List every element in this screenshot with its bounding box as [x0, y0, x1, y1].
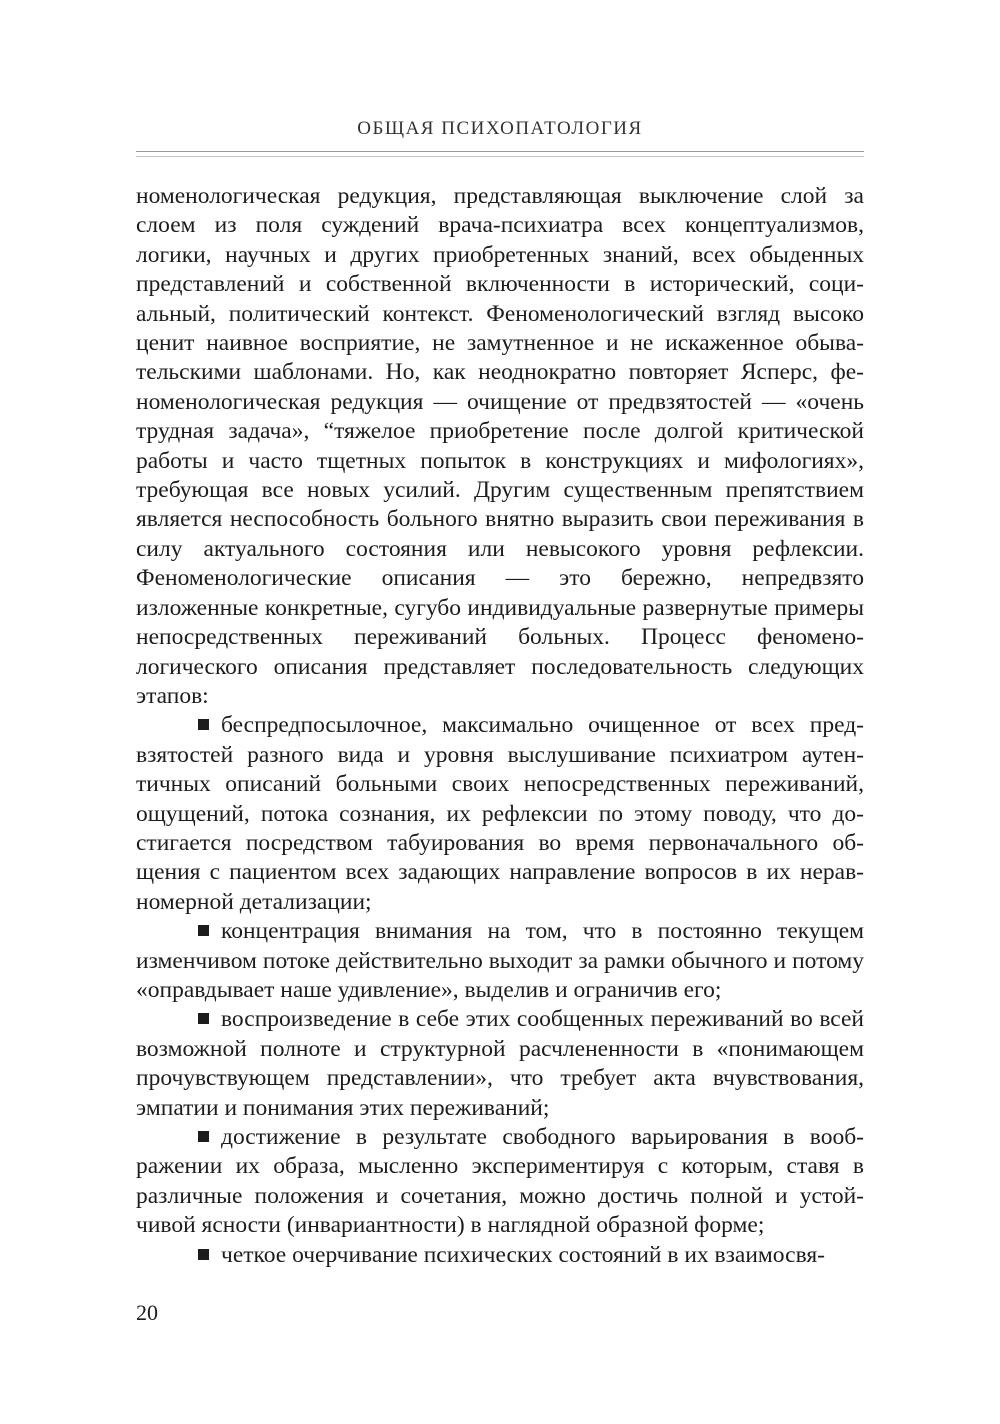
paragraph: номенологическая редукция, представляющая выключение слой за слоем из поля суждений врача-психиатра всех концептуализмов, логики, научных и других приобретенных знаний, всех обыденных представлений и собственной включенности в исторический, социальный, политический контекст. Феноменологический взгляд высоко ценит наивное восприятие, не замутненное и не искаженное обывательскими шаблонами. Но, как неоднократно повторяет Ясперс, феноменологическая редукция — очищение от предвзятостей — «очень трудная задача», “тяжелое приобретение после долгой критической работы и часто тщетных попыток в конструкциях и мифологиях», требующая все новых усилий. Другим существенным препятствием является неспособность больного внятно выразить свои переживания в силу актуального состояния или невысокого уровня рефлексии. Феноменологические описания — это бережно, непредвзято изложенные конкретные, сугубо индивидуальные развернутые примеры непосредственных переживаний больных. Процесс феноменологического описания представляет последовательность следующих этапов:	[136, 183, 864, 709]
bullet-item	[136, 1005, 864, 1123]
bullet-text: достижение в результате свободного варьирования в воображении их образа, мысленно экспериментируя с которым, ставя в различные положения и сочетания, можно достичь полной и устойчивой ясности (инвариантности) в наглядной образной форме;	[136, 1124, 864, 1239]
bullet-text: четкое очерчивание психических состояний в их взаимосвя-	[221, 1241, 825, 1268]
header-rule-thin	[136, 156, 864, 157]
bullet-item	[136, 1123, 864, 1241]
square-bullet-icon	[198, 719, 209, 730]
square-bullet-icon	[198, 1249, 209, 1260]
header-rule	[136, 151, 864, 152]
body-text	[136, 182, 864, 1270]
running-head: ОБЩАЯ ПСИХОПАТОЛОГИЯ	[357, 118, 643, 139]
bullet-text: концентрация внимания на том, что в постоянно текущем изменчивом потоке действительно выходит за рамки обычного и потому «оправдывает наше удивление», выделив и ограничив его;	[136, 918, 864, 1003]
square-bullet-icon	[198, 925, 209, 936]
bullet-item	[136, 917, 864, 1005]
bullet-item	[136, 1241, 864, 1270]
square-bullet-icon	[198, 1131, 209, 1142]
bullet-text: беспредпосылочное, максимально очищенное от всех предвзятостей разного вида и уровня выслушивание психиатром аутентичных описаний больными своих непосредственных переживаний, ощущений, потока сознания, их рефлексии по этому поводу, что достигается посредством табуирования во время первоначального общения с пациентом всех задающих направление вопросов в их неравномерной детализации;	[136, 712, 864, 915]
page-number: 20	[136, 1300, 158, 1325]
square-bullet-icon	[198, 1013, 209, 1024]
bullet-text: воспроизведение в себе этих сообщенных переживаний во всей возможной полноте и структурной расчлененности в «понимающем прочувствующем представлении», что требует акта вчувствования, эмпатии и понимания этих переживаний;	[136, 1006, 864, 1121]
bullet-item	[136, 711, 864, 917]
